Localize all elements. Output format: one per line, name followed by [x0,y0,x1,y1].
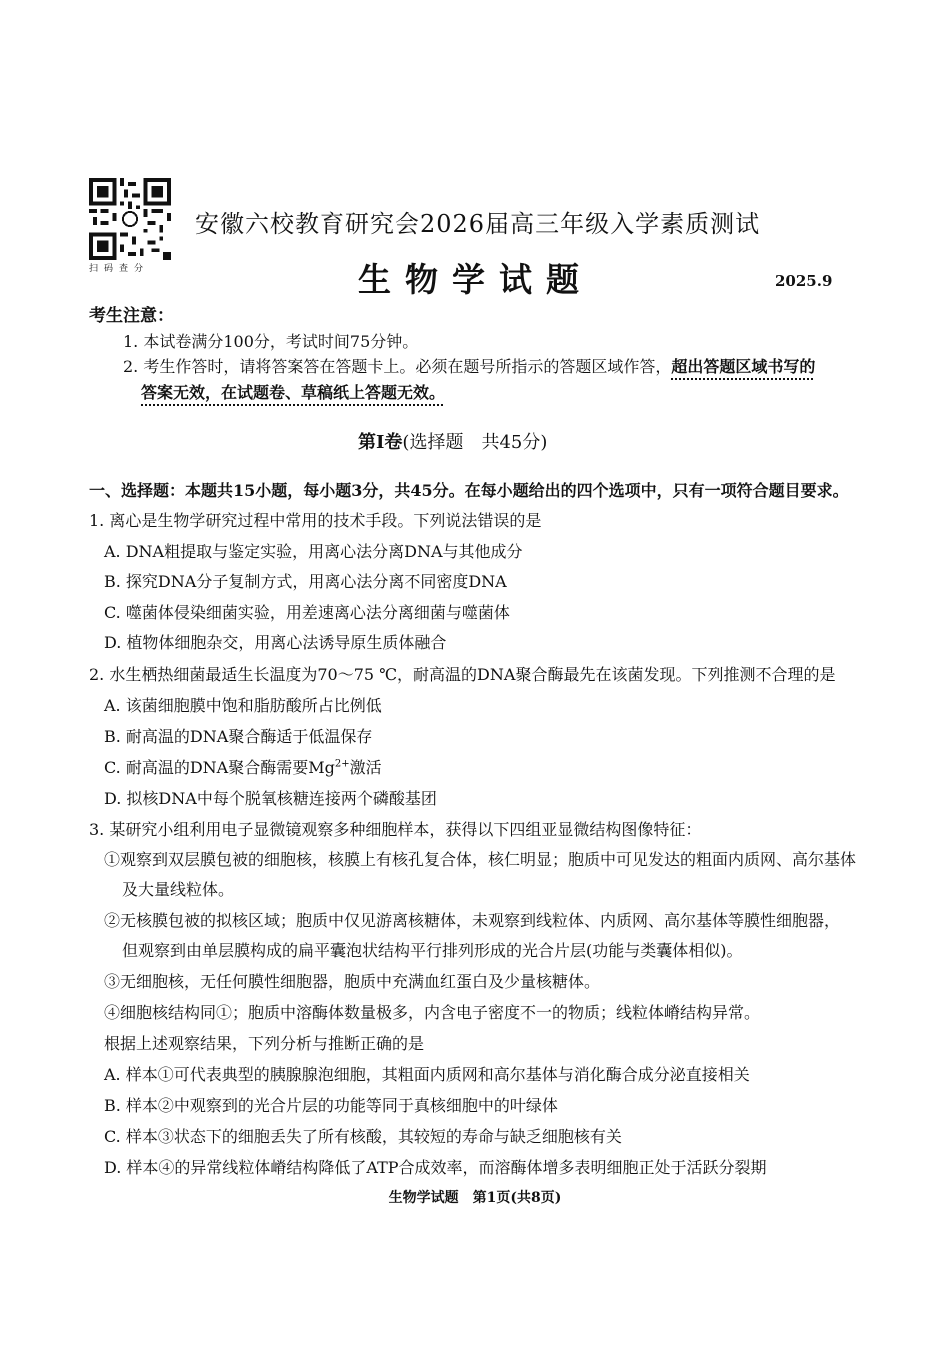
notice-item: 1. 本试卷满分100分，考试时间75分钟。 [123,332,419,351]
question-stem: 1. 离心是生物学研究过程中常用的技术手段。下列说法错误的是 [89,511,542,530]
question-lead: 根据上述观察结果，下列分析与推断正确的是 [104,1034,425,1053]
part-heading: 一、选择题：本题共15小题，每小题3分，共45分。在每小题给出的四个选项中，只有一项符合题目要求。 [89,481,849,500]
exam-org-title: 安徽六校教育研究会2026届高三年级入学素质测试 [195,210,761,238]
option-b: B. 探究DNA分子复制方式，用离心法分离不同密度DNA [104,572,507,591]
option-a: A. DNA粗提取与鉴定实验，用离心法分离DNA与其他成分 [104,542,523,561]
option-a: A. 该菌细胞膜中饱和脂肪酸所占比例低 [104,696,382,715]
exam-date: 2025.9 [775,272,833,290]
qr-code-icon [89,178,171,260]
option-b: B. 耐高温的DNA聚合酶适于低温保存 [104,727,373,746]
superscript: 2+ [334,758,350,770]
section-name: 第Ⅰ卷 [358,432,403,453]
observation-1-cont: 及大量线粒体。 [122,880,235,899]
option-a: A. 样本①可代表典型的胰腺腺泡细胞，其粗面内质网和高尔基体与消化酶合成分泌直接相关 [104,1065,750,1084]
question-stem: 3. 某研究小组利用电子显微镜观察多种细胞样本，获得以下四组亚显微结构图像特征： [89,820,702,839]
option-d: D. 样本④的异常线粒体嵴结构降低了ATP合成效率，而溶酶体增多表明细胞正处于活跃分裂期 [104,1158,767,1177]
qr-caption: 扫码查分 [89,264,150,274]
observation-2: ②无核膜包被的拟核区域；胞质中仅见游离核糖体，未观察到线粒体、内质网、高尔基体等膜性细胞器， [104,911,841,930]
question-stem: 2. 水生栖热细菌最适生长温度为70～75 ℃，耐高温的DNA聚合酶最先在该菌发现。下列推测不合理的是 [89,665,836,684]
option-text: C. 耐高温的DNA聚合酶需要Mg [104,758,335,777]
notice-emphasis: 超出答题区域书写的 [671,357,816,376]
observation-2-cont: 但观察到由单层膜构成的扁平囊泡状结构平行排列形成的光合片层(功能与类囊体相似)。 [122,941,743,960]
option-d: D. 拟核DNA中每个脱氧核糖连接两个磷酸基团 [104,789,437,808]
observation-1: ①观察到双层膜包被的细胞核，核膜上有核孔复合体，核仁明显；胞质中可见发达的粗面内质网、高尔基体 [104,850,857,869]
page-footer: 生物学试题 第1页(共8页) [388,1190,562,1206]
option-text: 激活 [349,758,382,777]
section-title [358,428,547,454]
observation-3: ③无细胞核，无任何膜性细胞器，胞质中充满血红蛋白及少量核糖体。 [104,972,601,991]
option-c: C. 噬菌体侵染细菌实验，用差速离心法分离细菌与噬菌体 [104,603,510,622]
notice-item [123,354,815,377]
notice-emphasis: 答案无效，在试题卷、草稿纸上答题无效。 [141,383,446,402]
option-b: B. 样本②中观察到的光合片层的功能等同于真核细胞中的叶绿体 [104,1096,558,1115]
observation-4: ④细胞核结构同①；胞质中溶酶体数量极多，内含电子密度不一的物质；线粒体嵴结构异常。 [104,1003,761,1022]
option-d: D. 植物体细胞杂交，用离心法诱导原生质体融合 [104,633,447,652]
section-subtitle: (选择题 共45分) [402,432,548,453]
option-c: C. 样本③状态下的细胞丢失了所有核酸，其较短的寿命与缺乏细胞核有关 [104,1127,622,1146]
page-title: 生物学试题 [358,260,593,299]
option-c [104,755,382,778]
notice-heading: 考生注意： [89,306,174,326]
notice-item-text: 2. 考生作答时，请将答案答在答题卡上。必须在题号所指示的答题区域作答， [123,357,672,376]
